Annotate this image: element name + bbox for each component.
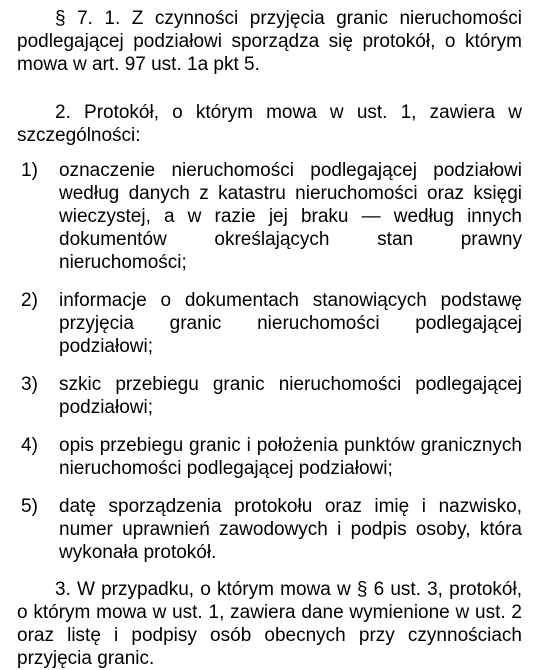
list-item-text: opis przebiegu granic i położenia punktów granicznych nieruchomości podlegającej podziałowi; [59,435,522,479]
list-item [17,495,522,564]
list-item [17,434,522,480]
list-item [17,159,522,274]
list-item-text: szkic przebiegu granic nieruchomości podlegającej podziałowi; [59,374,522,418]
paragraph-7-3: 3. W przypadku, o którym mowa w § 6 ust. 3, protokół, o którym mowa w ust. 1, zawiera dane wymienione w ust. 2 oraz listę i podpisy osób obecnych przy czynnościach przyjęcia granic. [17,579,522,669]
list-item-number: 1) [21,160,38,181]
paragraph-7-2: 2. Protokół, o którym mowa w ust. 1, zawiera w szczególności: [17,102,522,146]
list-item-number: 4) [21,435,38,456]
list-item-number: 3) [21,374,38,395]
paragraph-7-1: § 7. 1. Z czynności przyjęcia granic nieruchomości podlegającej podziałowi sporządza się protokół, o którym mowa w art. 97 ust. 1a pkt 5. [17,8,522,75]
list-item-text: oznaczenie nieruchomości podlegającej podziałowi według danych z katastru nieruchomości oraz księgi wieczystej, a w razie jej braku — według innych dokumentów określających stan prawny nieruchomości; [59,160,522,273]
list-item-text: datę sporządzenia protokołu oraz imię i nazwisko, numer uprawnień zawodowych i podpis osoby, która wykonała protokół. [59,496,522,563]
list-item [17,289,522,358]
list-item-number: 2) [21,290,38,311]
list-item-text: informacje o dokumentach stanowiących podstawę przyjęcia granic nieruchomości podlegającej podziałowi; [59,290,522,357]
requirements-list [17,159,522,564]
list-item-number: 5) [21,496,38,517]
list-item [17,373,522,419]
